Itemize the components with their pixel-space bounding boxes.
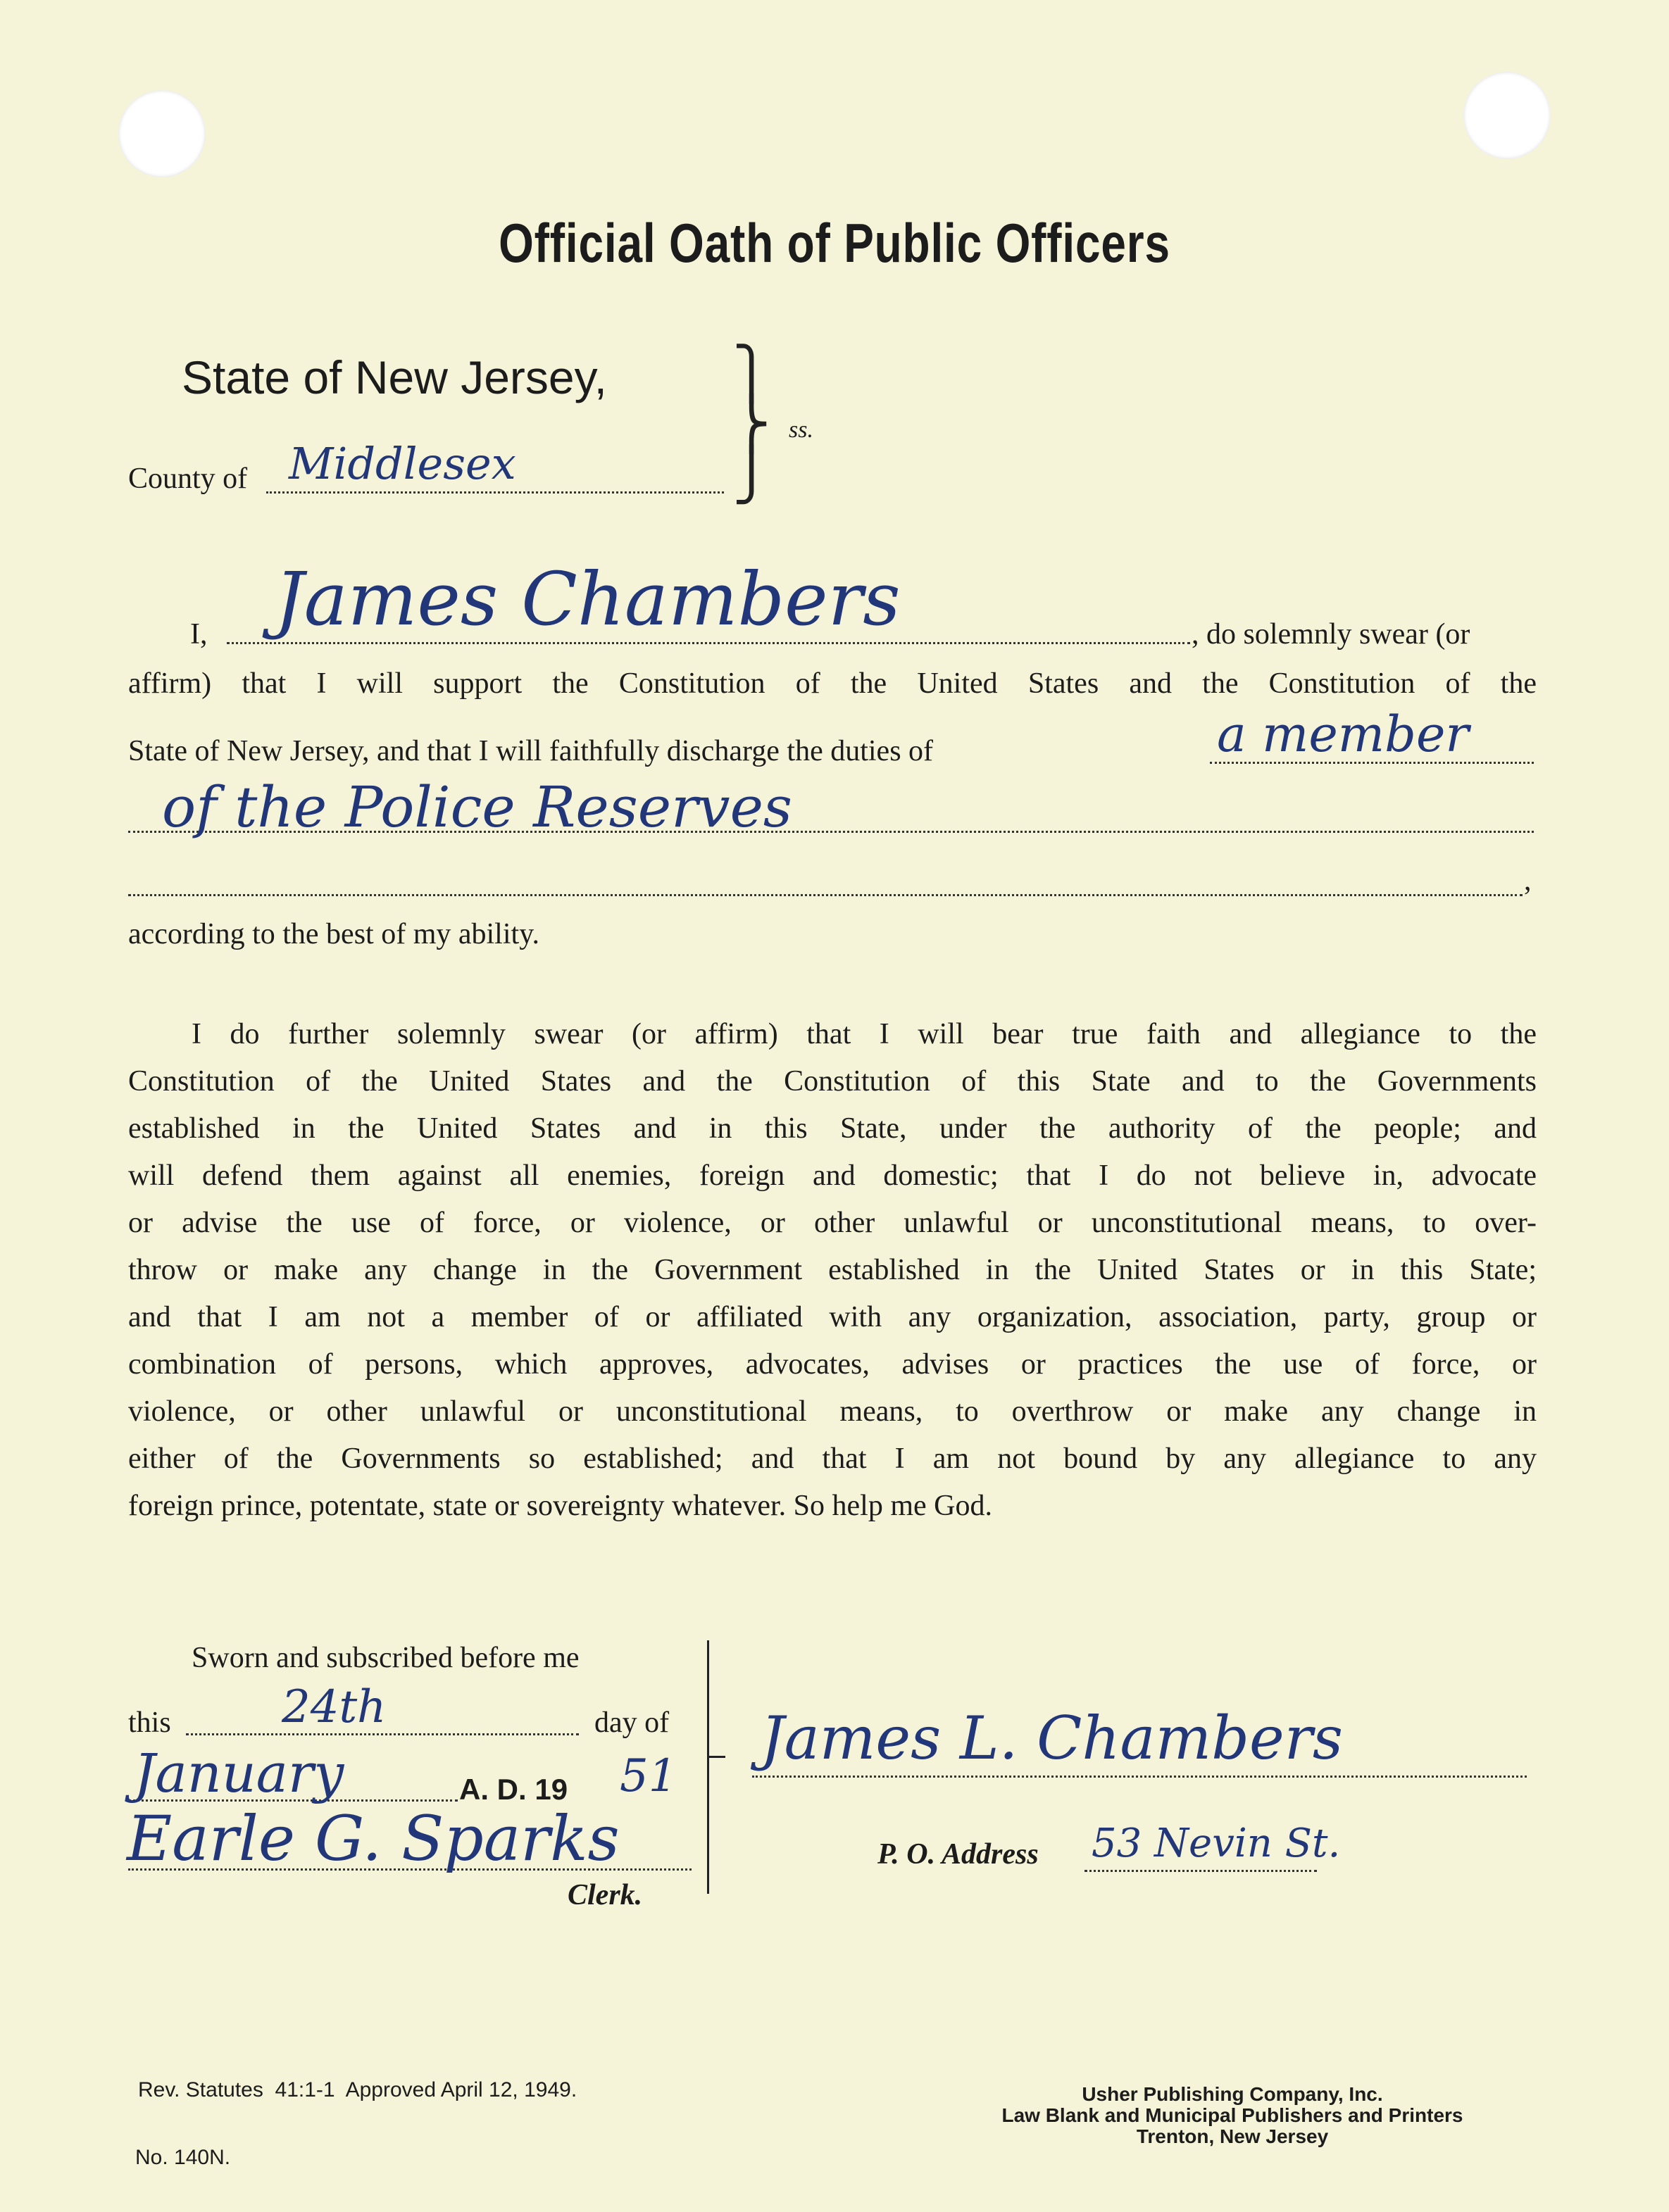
oath-name-value: James Chambers [275, 556, 901, 642]
allegiance-line-1: I do further solemnly swear (or affirm) that I will bear true faith and allegiance to the [192, 1018, 1537, 1050]
allegiance-line-6: throw or make any change in the Government established in the United States or in this State; [128, 1254, 1537, 1286]
allegiance-line-3: established in the United States and in this State, under the authority of the people; and [128, 1112, 1537, 1145]
this-label: this [128, 1707, 171, 1739]
signature-line [752, 1776, 1527, 1778]
jurat-brace-point [707, 1756, 725, 1758]
sworn-label: Sworn and subscribed before me [192, 1642, 580, 1674]
oath-line1-end: , do solemnly swear (or [1192, 618, 1470, 651]
name-line [227, 642, 1190, 644]
punch-hole-left [118, 90, 206, 177]
po-address-line [1084, 1870, 1317, 1872]
allegiance-line-7: and that I am not a member of or affiliated with any organization, association, party, group or [128, 1301, 1537, 1333]
statute-note: Rev. Statutes 41:1-1 Approved April 12, 1949. [138, 2078, 577, 2101]
allegiance-line-9: violence, or other unlawful or unconstitutional means, to overthrow or make any change in [128, 1395, 1537, 1428]
duties-line-3 [128, 894, 1523, 896]
duties-value-2: of the Police Reserves [162, 774, 792, 840]
oath-line5: according to the best of my ability. [128, 918, 539, 950]
publisher-desc: Law Blank and Municipal Publishers and Printers [1001, 2104, 1463, 2126]
clerk-label: Clerk. [568, 1879, 643, 1911]
duties-line-comma: , [1524, 865, 1532, 897]
year-value: 51 [620, 1750, 677, 1802]
day-line [186, 1733, 579, 1735]
form-number: No. 140N. [135, 2146, 231, 2169]
oath-line3: State of New Jersey, and that I will faithfully discharge the duties of [128, 735, 934, 767]
allegiance-line-4: will defend them against all enemies, foreign and domestic; that I do not believe in, advocate [128, 1160, 1537, 1192]
day-value: 24th [282, 1681, 387, 1733]
county-label: County of [128, 463, 248, 495]
ad-label: A. D. 19 [459, 1773, 568, 1806]
po-address-value: 53 Nevin St. [1092, 1821, 1341, 1866]
allegiance-line-5: or advise the use of force, or violence, or other unlawful or unconstitutional means, to over- [128, 1207, 1537, 1239]
i-label: I, [190, 618, 208, 651]
signer-signature: James L. Chambers [761, 1704, 1343, 1773]
allegiance-line-8: combination of persons, which approves, advocates, advises or practices the use of force, or [128, 1348, 1537, 1381]
duties-value-1: a member [1217, 705, 1469, 763]
punch-hole-right [1463, 72, 1551, 159]
allegiance-paragraph [128, 1011, 1537, 1530]
publisher-location: Trenton, New Jersey [1136, 2125, 1329, 2147]
state-label: State of New Jersey, [182, 351, 608, 403]
month-value: January [134, 1742, 344, 1804]
jurat-brace-line [707, 1640, 709, 1894]
venue-brace: ⎫ ⎬ ⎭ [732, 346, 770, 503]
county-line [266, 491, 724, 494]
publisher-block [915, 2084, 1549, 2147]
allegiance-line-2: Constitution of the United States and the Constitution of this State and to the Governments [128, 1065, 1537, 1098]
oath-line2: affirm) that I will support the Constitution of the United States and the Constitution of the [128, 667, 1537, 700]
po-address-label: P. O. Address [877, 1838, 1039, 1871]
document-title: Official Oath of Public Officers [499, 212, 1170, 274]
allegiance-line-10: either of the Governments so established; and that I am not bound by any allegiance to any [128, 1443, 1537, 1475]
clerk-signature: Earle G. Sparks [127, 1802, 620, 1875]
publisher-name: Usher Publishing Company, Inc. [1082, 2083, 1383, 2105]
ss-label: ss. [789, 417, 813, 443]
allegiance-line-11: foreign prince, potentate, state or sovereignty whatever. So help me God. [128, 1490, 992, 1522]
county-value: Middlesex [289, 438, 516, 489]
day-of-label: day of [594, 1707, 670, 1739]
